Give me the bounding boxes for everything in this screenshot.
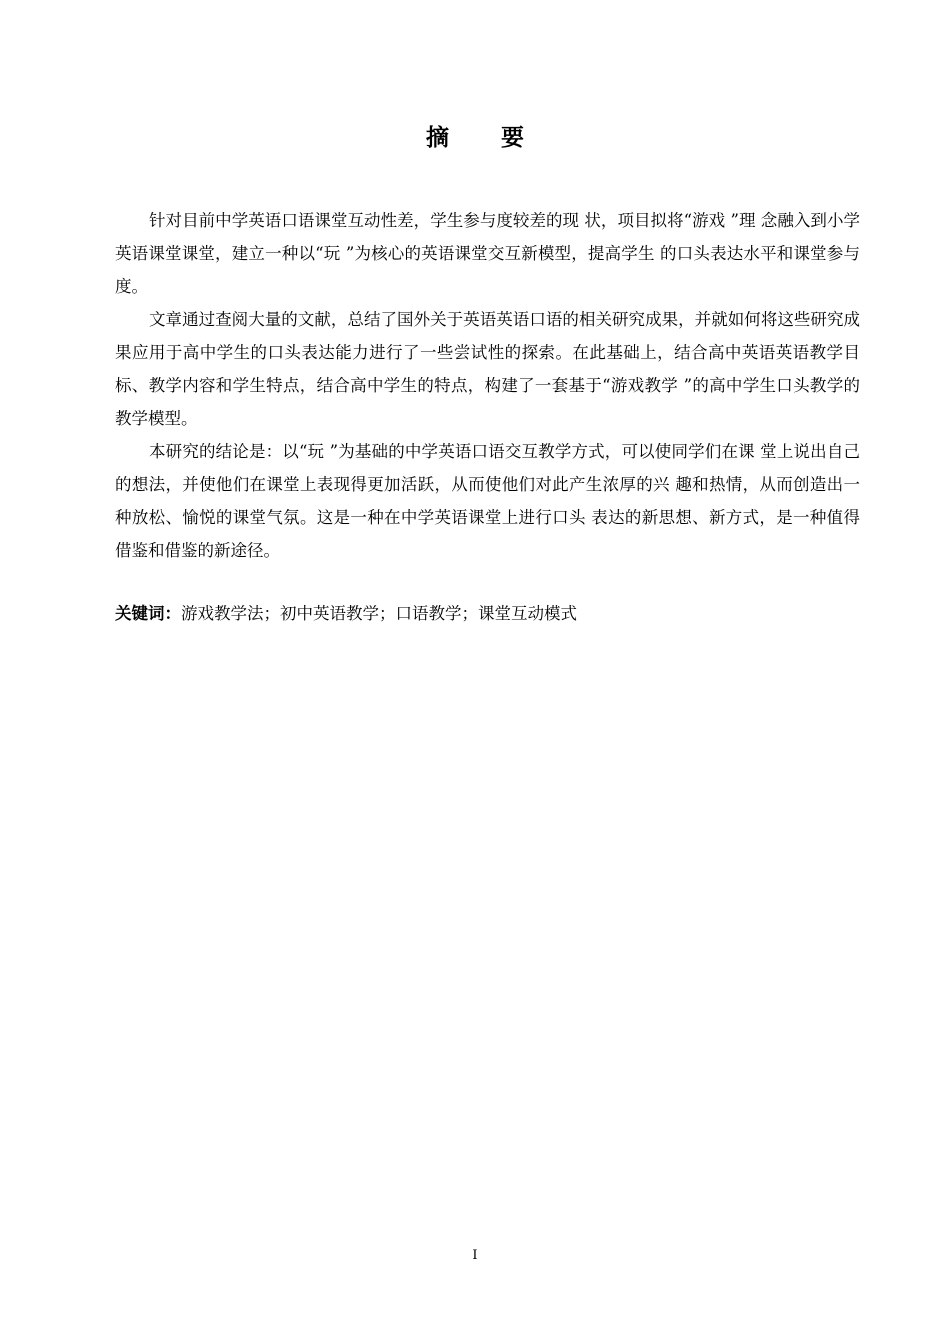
page-number: I [472,1248,478,1263]
abstract-paragraph-1: 针对目前中学英语口语课堂互动性差，学生参与度较差的现 状，项目拟将“游戏 ”理 念融入到小学英语课堂课堂，建立一种以“玩 ”为核心的英语课堂交互新模型，提高学生 的口头表达水平和课堂参与度。 [115,211,860,296]
page-title: 摘 要 [425,124,546,151]
keywords-text: 游戏教学法；初中英语教学；口语教学；课堂互动模式 [181,604,577,623]
keywords-line [115,597,860,630]
abstract-paragraph-2: 文章通过查阅大量的文献，总结了国外关于英语英语口语的相关研究成果，并就如何将这些研究成果应用于高中学生的口头表达能力进行了一些尝试性的探索。在此基础上，结合高中英语英语教学目标、教学内容和学生特点，结合高中学生的特点，构建了一套基于“游戏教学 ”的高中学生口头教学的教学模型。 [115,310,860,428]
abstract-body [115,204,860,567]
keywords-label: 关键词： [115,604,181,623]
abstract-paragraph-3: 本研究的结论是：以“玩 ”为基础的中学英语口语交互教学方式，可以使同学们在课 堂上说出自己的想法，并使他们在课堂上表现得更加活跃，从而使他们对此产生浓厚的兴 趣和热情，从而创造出一种放松、愉悦的课堂气氛。这是一种在中学英语课堂上进行口头 表达的新思想、新方式，是一种值得借鉴和借鉴的新途径。 [115,442,860,560]
